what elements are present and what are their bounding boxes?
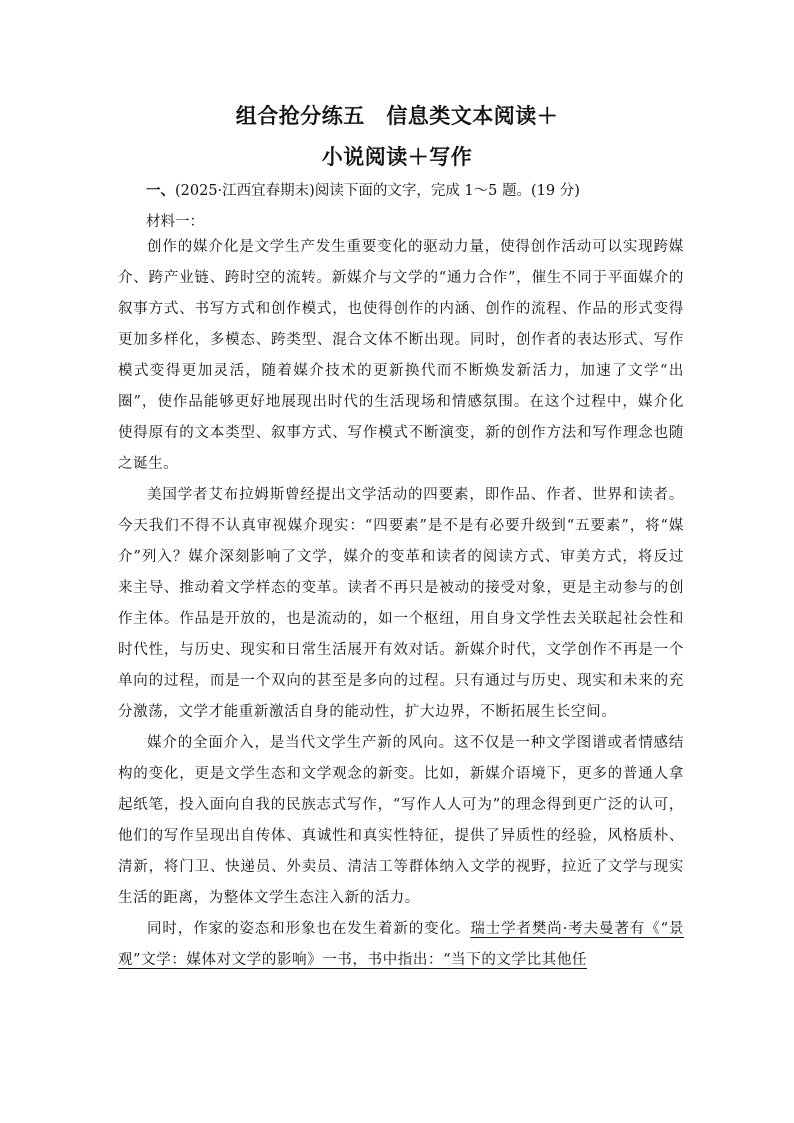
page-title-line-1: 组合抢分练五 信息类文本阅读＋: [235, 104, 559, 128]
question-instruction: 阅读下面的文字，完成 1～5 题。(19 分): [314, 183, 580, 199]
material-label: 材料一：: [146, 214, 204, 230]
paragraph-3: 媒介的全面介入，是当代文学生产新的风向。这不仅是一种文学图谱或者情感结构的变化，更是文学生态和文学观念的新变。比如，新媒介语境下，更多的普通人拿起纸笔，投入面向自我的民族志式写作，“写作人人可为”的理念得到更广泛的认可，他们的写作呈现出自传体、真诚性和真实性特征，提供了异质性的经验，风格质朴、清新，将门卫、快递员、外卖员、清洁工等群体纳入文学的视野，拉近了文学与现实生活的距离，为整体文学生态注入新的活力。: [118, 735, 684, 906]
paragraph-4-plain: 同时，作家的姿态和形象也在发生着新的变化。: [147, 921, 471, 937]
question-number: 一、: [146, 183, 175, 199]
material-body: [118, 232, 684, 976]
page-title-line-2: 小说阅读＋写作: [321, 145, 473, 169]
question-source: (2025·江西宜春期末): [175, 183, 315, 199]
paragraph-4-underlined: 瑞士学者樊尚·考夫曼著有《“景观”文学：媒体对文学的影响》一书，书中指出：“当下的文学比其他任: [118, 921, 684, 968]
paragraph-1: 创作的媒介化是文学生产发生重要变化的驱动力量，使得创作活动可以实现跨媒介、跨产业链、跨时空的流转。新媒介与文学的“通力合作”，催生不同于平面媒介的叙事方式、书写方式和创作模式，也使得创作的内涵、创作的流程、作品的形式变得更加多样化，多模态、跨类型、混合文体不断出现。同时，创作者的表达形式、写作模式变得更加灵活，随着媒介技术的更新换代而不断焕发新活力，加速了文学“出圈”，使作品能够更好地展现出时代的生活现场和情感氛围。在这个过程中，媒介化使得原有的文本类型、叙事方式、写作模式不断演变，新的创作方法和写作理念也随之诞生。: [118, 239, 684, 472]
question-header: [146, 180, 580, 202]
paragraph-4: [118, 914, 684, 976]
paragraph-2: 美国学者艾布拉姆斯曾经提出文学活动的四要素，即作品、作者、世界和读者。今天我们不得不认真审视媒介现实：“四要素”是不是有必要升级到“五要素”，将“媒介”列入？媒介深刻影响了文学，媒介的变革和读者的阅读方式、审美方式，将反过来主导、推动着文学样态的变革。读者不再只是被动的接受对象，更是主动参与的创作主体。作品是开放的，也是流动的，如一个枢纽，用自身文学性去关联起社会性和时代性，与历史、现实和日常生活展开有效对话。新媒介时代，文学创作不再是一个单向的过程，而是一个双向的甚至是多向的过程。只有通过与历史、现实和未来的充分激荡，文学才能重新激活自身的能动性，扩大边界，不断拓展生长空间。: [118, 487, 684, 720]
